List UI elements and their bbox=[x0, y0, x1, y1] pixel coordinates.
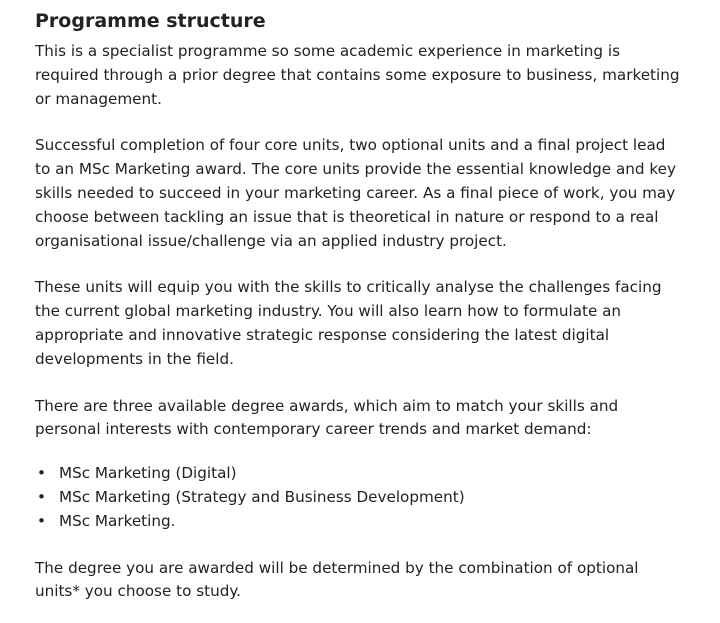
bullet-icon: • bbox=[37, 511, 46, 530]
paragraph-degree-awards: There are three available degree awards, which aim to match your skills and personal interests with contemporary career trends and market demand: bbox=[35, 396, 619, 439]
paragraph-skills: These units will equip you with the skills to critically analyse the challenges facing the current global marketing industry. You will also learn how to formulate an appropriate and innovative strategic response considering the latest digital developments in the field. bbox=[35, 278, 662, 368]
paragraph-core-units: Successful completion of four core units, two optional units and a final project lead to an MSc Marketing award. The core units provide the essential knowledge and key skills needed to succeed in your marketing career. As a final piece of work, you may choose between tackling an issue that is theoretical in nature or respond to a real organisational issue/challenge via an applied industry project. bbox=[35, 136, 676, 250]
bullet-icon: • bbox=[37, 487, 46, 506]
paragraph-closing: The degree you are awarded will be determined by the combination of optional units* you choose to study. bbox=[35, 558, 639, 601]
bullet-icon: • bbox=[37, 464, 46, 483]
degree-awards-list bbox=[35, 462, 685, 533]
list-item bbox=[37, 486, 685, 510]
list-item bbox=[37, 510, 685, 534]
paragraph-entry-requirements: This is a specialist programme so some academic experience in marketing is required through a prior degree that contains some exposure to business, marketing or management. bbox=[35, 42, 680, 108]
list-item bbox=[37, 462, 685, 486]
award-label: MSc Marketing (Strategy and Business Development) bbox=[59, 487, 465, 506]
section-title: Programme structure bbox=[35, 10, 266, 32]
award-label: MSc Marketing. bbox=[59, 511, 176, 530]
award-label: MSc Marketing (Digital) bbox=[59, 464, 237, 483]
